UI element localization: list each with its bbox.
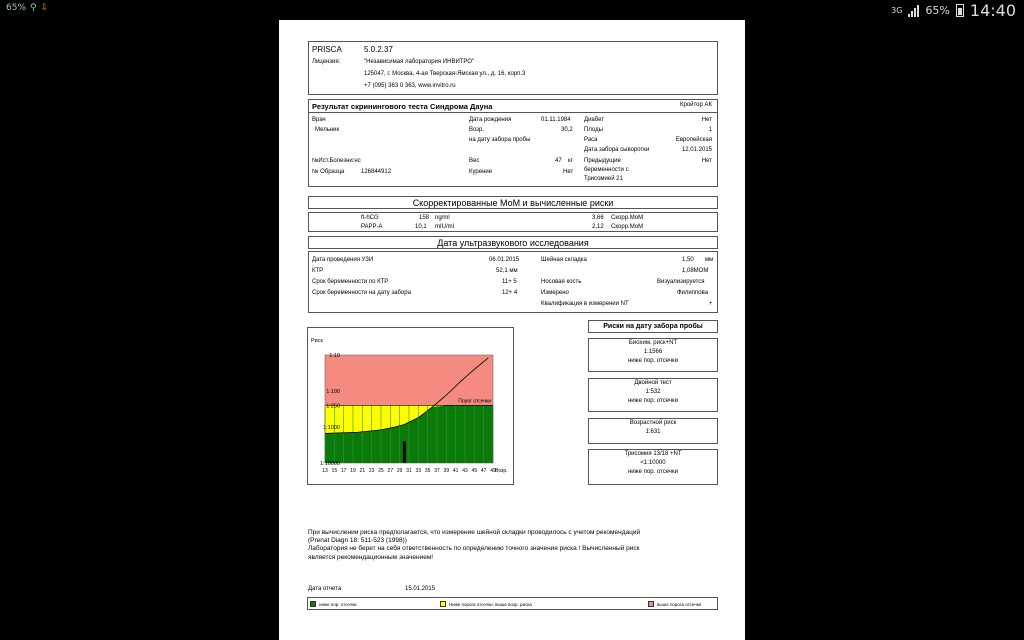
risks-title-bar — [588, 320, 718, 333]
x-tick-label: 37 — [434, 468, 440, 474]
prev-label-3: Трисомией 21 — [584, 176, 623, 182]
x-tick-label: 35 — [424, 468, 431, 474]
y-axis-title: Риск — [311, 338, 323, 344]
lab-name: "Независимая лаборатория ИНВИТРО" — [364, 59, 475, 65]
y-tick-label: 1:250 — [326, 403, 340, 410]
footer-note-3: Лаборатория не берет на себя ответственность по определению точного значения риска ! Вычисленный риск — [308, 545, 640, 552]
us-title: Дата ультразвукового исследования — [437, 238, 589, 248]
fetuses-label: Плоды — [584, 127, 603, 133]
x-tick-label: 45 — [471, 468, 478, 474]
sample-no-label: № Образца — [312, 169, 345, 175]
legend-label: Ниже порога отсечки, выше возр. риска — [449, 601, 532, 607]
x-tick-label: 21 — [359, 468, 366, 474]
x-tick-label: 17 — [340, 468, 347, 474]
weight-label: Вес — [469, 158, 480, 164]
footer-note-4: является рекомендационным значением! — [308, 554, 434, 561]
usb-icon: ⚲ — [30, 3, 37, 13]
risk-box-value: 1:532 — [645, 389, 661, 395]
result-method: Кройтор АК — [679, 102, 712, 108]
report-date-label: Дата отчета — [308, 586, 342, 592]
risk-chart — [308, 328, 513, 484]
legend-swatch — [648, 601, 654, 607]
prev-value: Нет — [701, 158, 712, 164]
us-section — [308, 251, 718, 313]
risk-box-title: Возрастной риск — [629, 420, 677, 426]
x-tick-label: 25 — [378, 468, 384, 474]
qual-label: Квалификация в измерении NT — [541, 301, 629, 307]
mom-table — [308, 212, 718, 232]
prev-label-2: беременности с — [584, 167, 629, 173]
network-type: 3G — [891, 5, 903, 15]
nasal-label: Носовая кость — [541, 279, 582, 285]
fetuses-value: 1 — [708, 127, 712, 133]
y-tick-label: 1:10000 — [320, 461, 340, 467]
report-date-value: 15.01.2015 — [405, 586, 436, 592]
smoking-value: Нет — [563, 169, 574, 175]
result-title: Результат скринингового теста Синдрома Дауна — [312, 102, 493, 111]
mom-row-name: PAPP-A — [361, 224, 383, 230]
result-section — [308, 99, 718, 187]
x-tick-label: 29 — [396, 468, 403, 474]
risk-box-value: 1:631 — [645, 429, 661, 435]
x-tick-label: 31 — [406, 468, 412, 474]
x-tick-label: 15 — [331, 468, 338, 474]
mom-row-mom-label: Скорр.МоМ — [611, 215, 644, 221]
x-axis-title: Возр. — [495, 468, 508, 474]
mom-title: Скорректированные МоМ и вычисленные риски — [412, 198, 614, 208]
nasal-value: Визуализируется — [657, 279, 705, 285]
legend-item — [648, 601, 701, 607]
dob-value: 01.11.1984 — [541, 117, 571, 123]
ktr-label: КТР — [312, 268, 324, 274]
risk-chart-panel — [307, 327, 514, 485]
us-date-value: 06.01.2015 — [489, 257, 520, 263]
mom-row-name: ft-hCG — [361, 215, 379, 221]
mom-row-mom-label: Скорр.МоМ — [611, 224, 644, 230]
us-title-bar — [308, 236, 718, 249]
legend-swatch — [440, 601, 446, 607]
mom-row-mom: 2,12 — [592, 224, 604, 230]
status-bar — [0, 0, 1024, 20]
footer-note-2: (Prenat Diagn 18: 511-523 (1998)) — [308, 537, 407, 544]
mom-title-bar — [308, 196, 718, 209]
sample-date-value: 12.01.2015 — [681, 147, 712, 153]
x-tick-label: 27 — [387, 468, 394, 474]
x-tick-label: 43 — [462, 468, 468, 474]
term-value: 12+ 4 — [502, 290, 518, 296]
risk-box-title: Биохим. риск+NT — [628, 340, 678, 346]
race-label: Раса — [584, 137, 598, 143]
signal-icon — [908, 5, 919, 17]
risks-title: Риски на дату забора пробы — [603, 323, 703, 330]
measured-value: Филиппова — [677, 290, 709, 296]
mom-row-value: 10,1 — [415, 224, 427, 230]
legend-swatch — [310, 601, 316, 607]
x-tick-label: 49 — [490, 468, 496, 474]
battery-percent: 65% — [925, 4, 950, 17]
dob-label: Дата рождения — [469, 117, 512, 123]
clock: 14:40 — [969, 1, 1016, 20]
y-tick-label: 1:1000 — [323, 425, 340, 431]
risk-box-biochem — [588, 338, 718, 372]
sample-no-value: 126844912 — [361, 169, 392, 175]
smoking-label: Курение — [469, 169, 493, 175]
y-tick-label: 1:100 — [326, 389, 340, 395]
mom-row-unit: ng/ml — [435, 215, 450, 221]
lab-address: 125047, г. Москва, 4-ая Тверская-Ямская ул., д. 16, корп.3 — [364, 71, 526, 77]
mom-row-unit: mIU/ml — [435, 224, 454, 230]
cutoff-label: Порог отсечки — [458, 398, 491, 405]
weight-unit: кг — [568, 158, 573, 164]
y-tick-label: 1:10 — [329, 353, 340, 359]
age-sublabel: на дату забора пробы — [469, 137, 531, 143]
x-tick-label: 47 — [480, 468, 487, 474]
x-tick-label: 33 — [415, 468, 422, 474]
legend-item — [310, 601, 357, 607]
risk-box-double — [588, 378, 718, 412]
age-value: 30,2 — [561, 127, 573, 133]
document-page — [279, 20, 745, 640]
app-name: PRISCA — [312, 45, 342, 54]
case-label: №Ист.Болезни:нс — [312, 158, 361, 164]
risk-box-age — [588, 418, 718, 444]
patient-marker — [403, 441, 406, 463]
license-label: Лицензия: — [312, 59, 341, 65]
x-tick-label: 23 — [368, 468, 375, 474]
nt-value: 1,50 — [682, 257, 694, 263]
nt-label: Шейная складка — [541, 257, 587, 263]
diabetes-label: Диабет — [584, 117, 605, 123]
race-value: Европейская — [675, 137, 712, 143]
legend-item — [440, 601, 532, 607]
legend-label: ниже пор. отсечки — [319, 601, 357, 607]
risk-box-value: <1:10000 — [640, 460, 666, 466]
sample-date-label: Дата забора сыворотки — [584, 147, 650, 153]
mom-row-mom: 3,66 — [592, 215, 604, 221]
x-tick-label: 19 — [350, 468, 356, 474]
x-tick-label: 41 — [452, 468, 459, 474]
battery-icon — [956, 4, 964, 17]
risk-box-trisomy — [588, 449, 718, 485]
mom-row-value: 158 — [419, 215, 430, 221]
x-tick-label: 39 — [443, 468, 450, 474]
term-label: Срок беременности на дату забора — [312, 290, 411, 296]
lab-phone: +7 (095) 363 0 363, www.invitro.ru — [364, 83, 456, 89]
app-version: 5.0.2.37 — [364, 45, 393, 54]
risk-box-note: ниже пор. отсечки — [627, 469, 679, 475]
battery-percent-indicator: 65% — [6, 3, 27, 13]
legend — [307, 597, 718, 610]
ktr-value: 52,1 мм — [496, 268, 518, 274]
x-tick-label: 13 — [322, 468, 328, 474]
us-date-label: Дата проведения УЗИ — [312, 257, 374, 263]
doctor-label: Врач — [312, 117, 326, 123]
risk-box-note: ниже пор. отсечки — [627, 398, 679, 404]
prev-label-1: Предыдущие — [584, 158, 621, 164]
risk-box-note: ниже пор. отсечки — [627, 358, 679, 364]
ktr-term-value: 11+ 5 — [502, 279, 517, 285]
risk-box-title: Трисомия 13/18 +NT — [624, 451, 682, 457]
nt-mom: 1,08МОМ — [682, 268, 709, 274]
qual-value: + — [709, 301, 713, 307]
legend-label: выше порога отсечки — [657, 601, 702, 607]
header-section — [308, 41, 718, 95]
measured-label: Измерено — [541, 290, 569, 296]
footer-note-1: При вычислении риска предполагается, что измерение шейной складки проводилось с учетом рекомендаций — [308, 529, 641, 536]
doctor-name: Мельник — [315, 127, 340, 133]
age-label: Возр. — [469, 127, 485, 133]
nt-unit: мм — [705, 257, 714, 263]
ktr-term-label: Срок беременности по КТР — [312, 279, 389, 285]
download-icon: ⇩ — [40, 3, 49, 13]
risk-box-title: Двойной тест — [634, 380, 672, 386]
diabetes-value: Нет — [701, 117, 712, 123]
risk-box-value: 1:1566 — [643, 349, 663, 355]
weight-value: 47 — [555, 158, 562, 164]
